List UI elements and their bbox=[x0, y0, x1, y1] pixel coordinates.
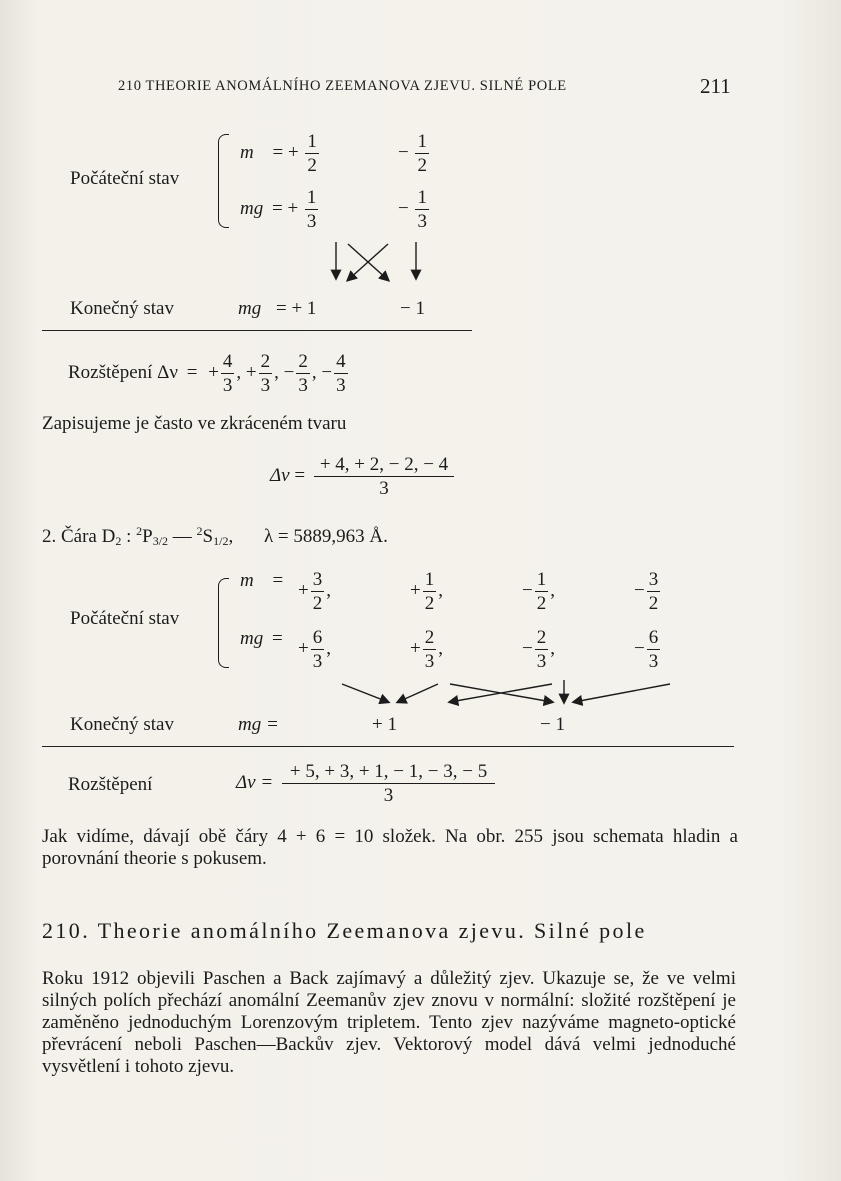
mg-term-2-1: + $\frac{2}{3}$ , bbox=[410, 627, 443, 672]
short-form-equation: Δν = $\frac{+ 4, + 2, - 2, - 4}{3}$ bbox=[270, 455, 456, 498]
m-row-1-neg: − $\frac{1}{2}$ bbox=[398, 131, 427, 176]
splitting-2-label: Rozštěpení bbox=[68, 774, 153, 795]
mg-term-2-0: + $\frac{6}{3}$ , bbox=[298, 627, 331, 672]
mg-row-1-neg: − $\frac{1}{3}$ bbox=[398, 187, 427, 232]
paragraph-components: Jak vidíme, dávají obě čáry 4 + 6 = 10 složek. Na obr. 255 jsou schemata hladin a porovnání theorie s pokusem. bbox=[42, 826, 738, 869]
splitting-1: Rozštěpení Δν = + $\frac{4}{3}$ , + $\frac{2}{3}$ , − $\frac{2}{3}$ , − $\frac{4}{3}$ bbox=[68, 351, 346, 396]
final-mg-1: mg bbox=[238, 298, 262, 319]
mg-row-2: mg = bbox=[240, 628, 283, 649]
divider-2 bbox=[42, 746, 734, 747]
mg-term-2-3: − $\frac{6}{3}$ bbox=[634, 627, 659, 672]
transition-arrows-2 bbox=[330, 676, 680, 710]
brace-2 bbox=[218, 578, 229, 668]
section-heading: 210. Theorie anomálního Zeemanova zjevu. Silné pole bbox=[42, 918, 647, 943]
page-number: 211 bbox=[700, 74, 731, 98]
running-header: 210 THEORIE ANOMÁLNÍHO ZEEMANOVA ZJEVU. SILNÉ POLE bbox=[118, 78, 567, 94]
m-row-2: m = bbox=[240, 570, 284, 591]
final-state-label-1: Konečný stav bbox=[70, 298, 174, 319]
final-state-label-2: Konečný stav bbox=[70, 714, 174, 735]
divider-1 bbox=[42, 330, 472, 331]
final-value-minus-1: − 1 bbox=[400, 298, 425, 319]
final-mg-2: mg = bbox=[238, 714, 279, 735]
short-form-intro: Zapisujeme je často ve zkráceném tvaru bbox=[42, 413, 347, 434]
line-d2-heading: 2. Čára $D_2$ : $^2P_{3/2}$ — $^2S_{1/2}$, λ = 5889,963 Å. bbox=[42, 524, 388, 548]
final-value-plus-1: = + 1 bbox=[276, 298, 317, 319]
m-term-2-2: − $\frac{1}{2}$ , bbox=[522, 569, 555, 614]
m-row-1: m = + $\frac{1}{2}$ bbox=[240, 131, 317, 176]
final-value-plus-2: + 1 bbox=[372, 714, 397, 735]
initial-state-label-2: Počáteční stav bbox=[70, 608, 180, 629]
m-term-2-1: + $\frac{1}{2}$ , bbox=[410, 569, 443, 614]
transition-arrows-1 bbox=[320, 238, 440, 288]
m-term-2-0: + $\frac{3}{2}$ , bbox=[298, 569, 331, 614]
final-value-minus-2: − 1 bbox=[540, 714, 565, 735]
paragraph-paschen-back: Roku 1912 objevili Paschen a Back zajímavý a důležitý zjev. Ukazuje se, že ve velmi silných polích přechází anomální Zeemanův zjev znovu v normální: složité rozštěpení je zaměněno jednoduchým Lorenzovým tripletem. Tento zjev nazýváme magneto-optické převrácení neboli Paschen—Backův zjev. Vektorový model dává velmi jednoduché vysvětlení i tohoto zjevu. bbox=[42, 968, 736, 1077]
splitting-2-equation: Δν = $\frac{+ 5, + 3, + 1, - 1, - 3, - 5}{3}$ bbox=[236, 762, 497, 805]
brace-1 bbox=[218, 134, 229, 228]
mg-term-2-2: − $\frac{2}{3}$ , bbox=[522, 627, 555, 672]
m-term-2-3: − $\frac{3}{2}$ bbox=[634, 569, 659, 614]
initial-state-label-1: Počáteční stav bbox=[70, 168, 180, 189]
mg-row-1: mg = + $\frac{1}{3}$ bbox=[240, 187, 317, 232]
